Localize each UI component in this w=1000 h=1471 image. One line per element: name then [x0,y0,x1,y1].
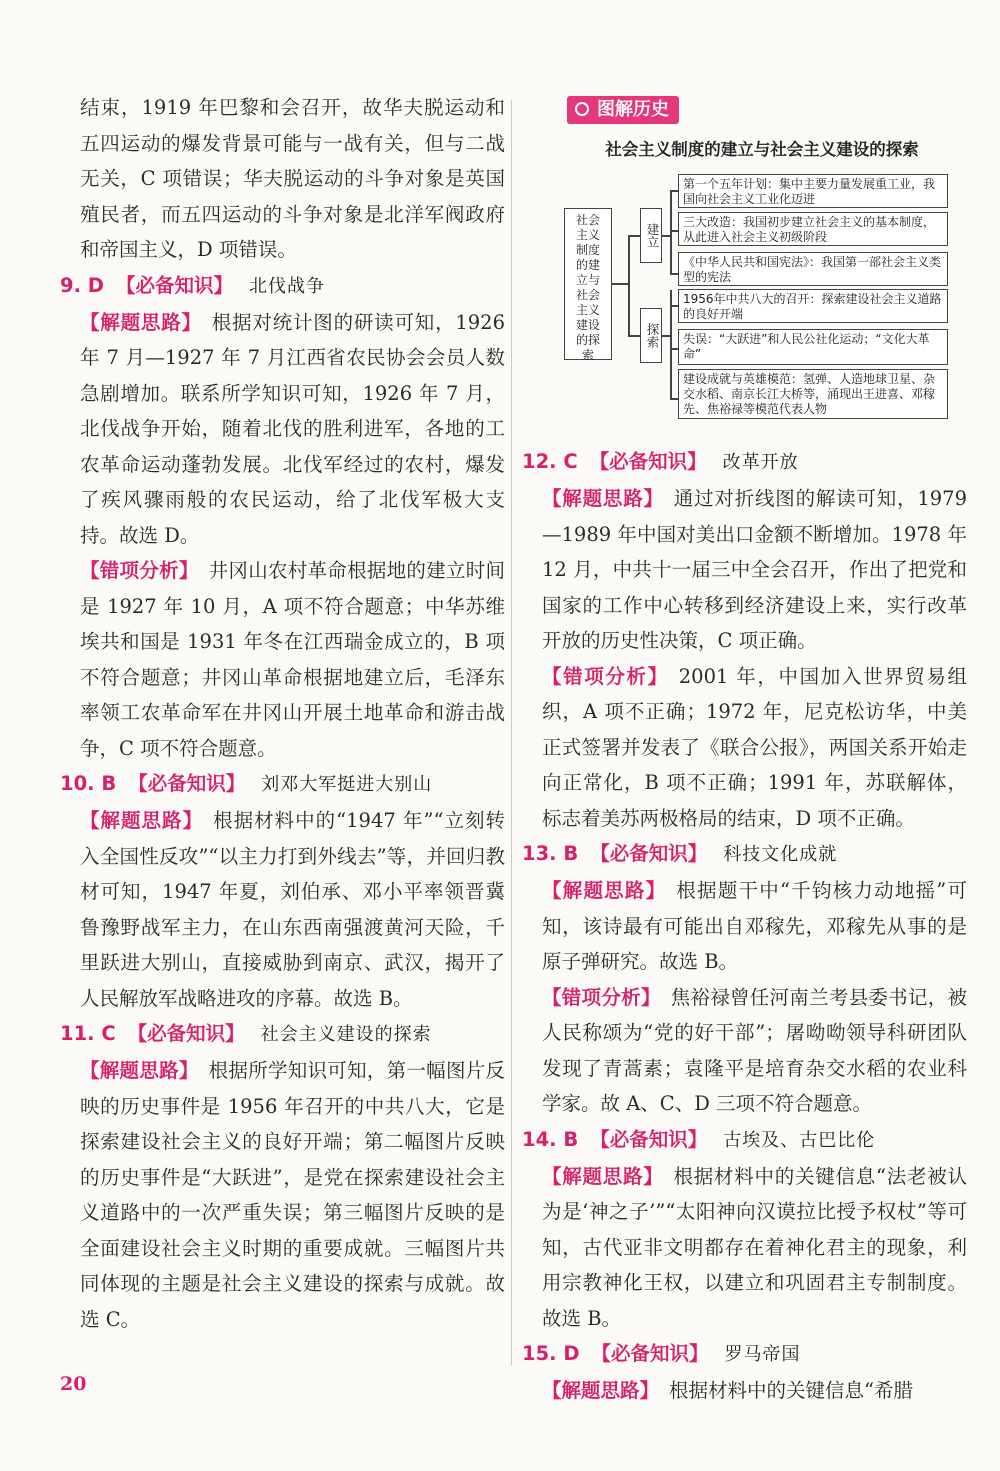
diagram-branch-build: 建立 [640,208,662,263]
q10-header [60,766,505,803]
q15-tag: 【必备知识】 [591,1342,709,1365]
q14-number: 14. B [522,1127,579,1151]
q11-tag: 【必备知识】 [127,1022,245,1045]
connector [628,335,640,337]
q9-solution-text: 根据对统计图的研读可知，1926 年 7 月—1927 年 7 月江西省农民协会会员人数急剧增加。联系所学知识可知，1926 年 7 月，北伐战争开始，随着北伐的胜利进军，各地的工农革命运动蓬勃发展。北伐军经过的农村，爆发了疾风骤雨般的农民运动，给了北伐军极大支持。故选 D。 [80,310,505,547]
q14-header [522,1122,967,1159]
q9-number: 9. D [60,273,104,297]
connector [662,335,670,337]
q9-error [60,553,505,766]
connector [670,398,678,400]
q9-solution-tag: 【解题思路】 [80,310,202,334]
q13-error-text: 焦裕禄曾任河南兰考县委书记，被人民称颂为“党的好干部”；屠呦呦领导科研团队发现了青蒿素；袁隆平是培育杂交水稻的农业科学家。故 A、C、D 三项不符合题意。 [542,985,967,1115]
q11-solution-text: 根据所学知识可知，第一幅图片反映的历史事件是 1956 年召开的中共八大，它是探索建设社会主义的良好开端；第二幅图片反映的历史事件是“大跃进”，是党在探索建设社会主义道路中的一次严重失误；第三幅图片反映的是全面建设社会主义时期的重要成就。三幅图片共同体现的主题是社会主义建设的探索与成就。故选 C。 [80,1059,505,1331]
q11-number: 11. C [60,1022,116,1045]
diagram-badge-label: 图解历史 [597,99,669,120]
connector [612,283,628,285]
diagram-item: 失误：“大跃进”和人民公社化运动；“文化大革命” [678,329,948,365]
q13-tag: 【必备知识】 [590,842,708,865]
connector [670,305,678,307]
q13-error [522,980,967,1122]
q14-solution [522,1159,967,1337]
connector [670,230,678,232]
q10-number: 10. B [60,772,117,795]
column-divider [511,100,512,1365]
q12-tag: 【必备知识】 [589,450,707,473]
q11-solution [60,1053,505,1337]
magnifier-icon [575,102,589,116]
q9-error-tag: 【错项分析】 [80,559,199,582]
q12-solution-text: 通过对折线图的解读可知，1979—1989 年中国对美出口金额不断增加。1978 年 12 月，中共十一届三中全会召开，作出了把党和国家的工作中心转移到经济建设上来，实行改革开放的历史性决策，C 项正确。 [542,487,967,652]
connector [670,190,672,275]
q13-number: 13. B [522,842,579,865]
q12-solution-tag: 【解题思路】 [542,487,664,510]
q12-error-tag: 【错项分析】 [542,664,669,688]
connector [628,235,640,237]
connector [628,235,630,335]
diagram-title: 社会主义制度的建立与社会主义建设的探索 [605,140,919,159]
left-column [60,90,505,1337]
q10-solution-text: 根据材料中的“1947 年”“立刻转入全国性反攻”“以主力打到外线去”等，并回归教材可知，1947 年夏，刘伯承、邓小平率领晋冀鲁豫野战军主力，在山东西南强渡黄河天险，千里跃进大别山，直接威胁到南京、武汉，揭开了人民解放军战略进攻的序幕。故选 B。 [80,809,505,1010]
diagram-badge [567,96,679,124]
q9-topic: 北伐战争 [248,275,325,297]
q14-topic: 古埃及、古巴比伦 [723,1129,876,1151]
diagram-root: 社会主义制度的建立与社会主义建设的探索 [564,208,612,360]
q9-error-text: 井冈山农村革命根据地的建立时间是 1927 年 10 月，A 项不符合题意；中华苏维埃共和国是 1931 年冬在江西瑞金成立的，B 项不符合题意；井冈山革命根据地建立后，毛泽东率领工农革命军在井冈山开展土地革命和游击战争，C 项不符合题意。 [80,559,505,760]
diagram-item: 《中华人民共和国宪法》：我国第一部社会主义类型的宪法 [678,252,948,286]
q12-header [522,444,967,481]
q10-tag: 【必备知识】 [128,772,246,795]
q13-topic: 科技文化成就 [723,844,838,865]
q9-solution [60,305,505,554]
connector [670,290,672,400]
q15-solution-tag: 【解题思路】 [542,1379,660,1402]
connector [670,348,678,350]
connector [670,273,678,275]
q14-solution-text: 根据材料中的关键信息“法老被认为是‘神之子’”“太阳神向汉谟拉比授予权杖”等可知，古代亚非文明都存在着神化君主的现象，利用宗教神化王权，以建立和巩固君主专制制度。故选 B。 [542,1164,967,1330]
diagram-item: 第一个五年计划：集中主要力量发展重工业，我国向社会主义工业化迈进 [678,174,948,208]
q14-solution-tag: 【解题思路】 [542,1164,664,1188]
right-column [522,90,967,1409]
q11-topic: 社会主义建设的探索 [260,1024,432,1045]
q10-solution-tag: 【解题思路】 [80,809,204,832]
diagram-item: 三大改造：我国初步建立社会主义的基本制度，从此进入社会主义初级阶段 [678,212,948,246]
connector [670,190,678,192]
q15-solution-text: 根据材料中的关键信息“希腊 [669,1379,913,1402]
q10-topic: 刘邓大军挺进大别山 [261,774,433,795]
q12-error-text: 2001 年，中国加入世界贸易组织，A 项不正确；1972 年，尼克松访华，中美正式签署并发表了《联合公报》，两国关系开始走向正常化，B 项不正确；1991 年，苏联解体，标志着美苏两极格局的结束，D 项不正确。 [542,664,967,830]
q13-error-tag: 【错项分析】 [542,985,661,1009]
diagram-item: 1956年中共八大的召开：探索建设社会主义道路的良好开端 [678,289,948,323]
q10-solution [60,803,505,1016]
history-diagram [522,90,967,440]
q15-topic: 罗马帝国 [724,1344,801,1365]
q15-number: 15. D [522,1342,580,1365]
connector [662,235,670,237]
q12-topic: 改革开放 [722,452,799,473]
q13-solution [522,873,967,980]
page-number: 20 [60,1373,87,1395]
q13-solution-text: 根据题干中“千钧核力动地摇”可知，该诗最有可能出自邓稼先，邓稼先从事的是原子弹研究。故选 B。 [542,879,967,973]
q11-solution-tag: 【解题思路】 [80,1059,199,1082]
q12-solution [522,481,967,659]
q15-solution [522,1373,967,1409]
diagram-item: 建设成就与英雄模范：氢弹、人造地球卫星、杂交水稻、南京长江大桥等，涌现出王进喜、邓稼先、焦裕禄等模范代表人物 [678,369,948,419]
diagram-branch-explore: 探索 [640,308,662,363]
intro-paragraph: 结束，1919 年巴黎和会召开，故华夫脱运动和五四运动的爆发背景可能与一战有关，但与二战无关，C 项错误；华夫脱运动的斗争对象是英国殖民者，而五四运动的斗争对象是北洋军阀政府和帝国主义，D 项错误。 [80,96,505,261]
q11-header [60,1016,505,1053]
q14-tag: 【必备知识】 [590,1127,708,1151]
q9-header [60,268,505,305]
q12-number: 12. C [522,450,578,473]
q15-header [522,1336,967,1373]
q13-header [522,836,967,873]
q13-solution-tag: 【解题思路】 [542,879,667,902]
q9-tag: 【必备知识】 [115,273,233,297]
q12-error [522,659,967,837]
